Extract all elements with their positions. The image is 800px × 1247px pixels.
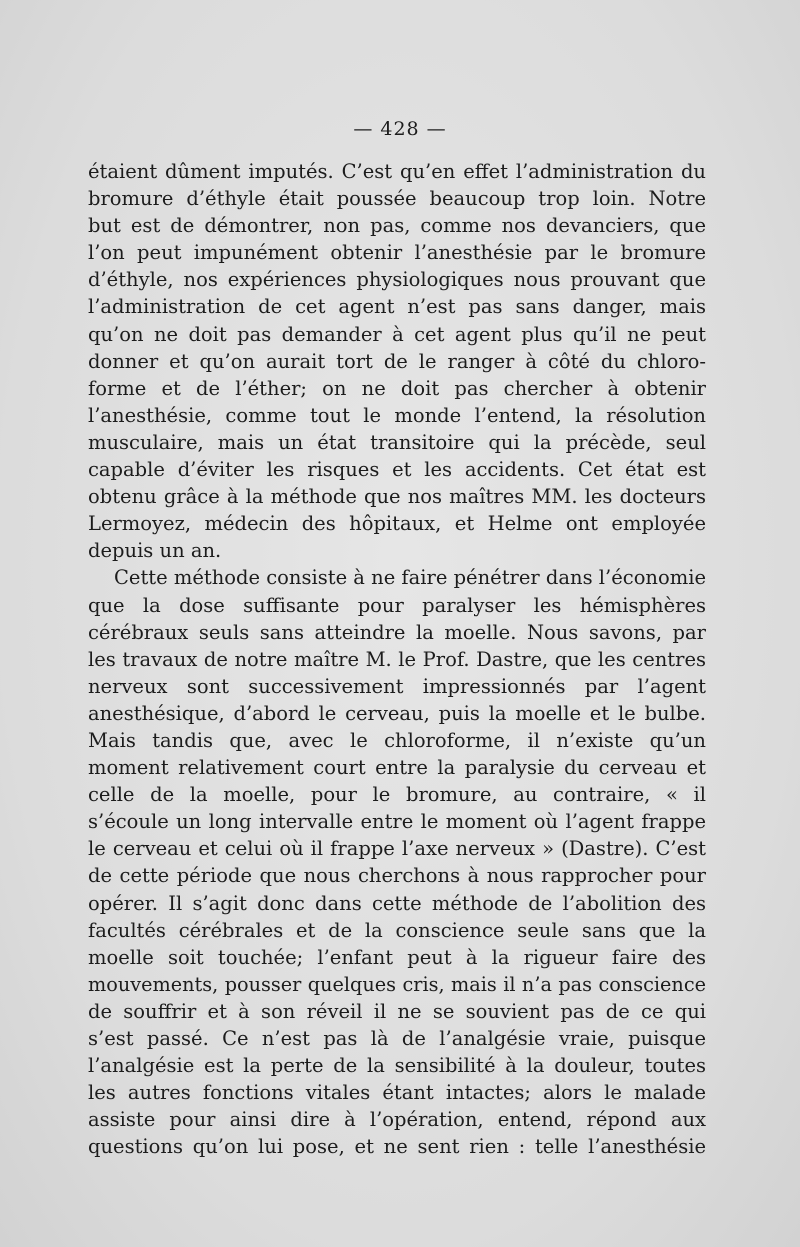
text-line: étaient dûment imputés. C’est qu’en effet l’administration du (88, 160, 706, 183)
text-line: celle de la moelle, pour le bromure, au contraire, « il (88, 783, 706, 807)
text-line: l’administration de cet agent n’est pas sans danger, mais (88, 295, 706, 319)
text-line: facultés cérébrales et de la conscience seule sans que la (88, 918, 706, 942)
text-line: assiste pour ainsi dire à l’opération, entend, répond aux (88, 1108, 706, 1132)
text-line: forme et de l’éther; on ne doit pas chercher à obtenir (88, 376, 706, 400)
text-line: musculaire, mais un état transitoire qui la précède, seul (88, 430, 706, 454)
text-line: qu’on ne doit pas demander à cet agent plus qu’il ne peut (88, 322, 706, 346)
text-line: de souffrir et à son réveil il ne se souvient pas de ce qui (88, 999, 706, 1023)
text-line: les autres fonctions vitales étant intactes; alors le malade (88, 1081, 706, 1105)
text-line: s’écoule un long intervalle entre le moment où l’agent frappe (88, 810, 706, 834)
text-line: anesthésique, d’abord le cerveau, puis la moelle et le bulbe. (88, 701, 706, 725)
text-line: Cette méthode consiste à ne faire pénétrer dans l’économie (114, 566, 706, 590)
text-line: questions qu’on lui pose, et ne sent rien : telle l’anesthésie (88, 1135, 706, 1159)
text-line: depuis un an. (88, 539, 222, 563)
text-line: nerveux sont successivement impressionnés par l’agent (88, 674, 706, 698)
text-line: donner et qu’on aurait tort de le ranger à côté du chloro- (88, 349, 706, 373)
text-line: moment relativement court entre la paralysie du cerveau et (88, 756, 706, 780)
text-line: d’éthyle, nos expériences physiologiques nous prouvant que (88, 268, 706, 292)
text-line: les travaux de notre maître M. le Prof. Dastre, que les centres (88, 647, 706, 671)
text-line: Lermoyez, médecin des hôpitaux, et Helme ont employée (88, 512, 706, 536)
text-line: opérer. Il s’agit donc dans cette méthode de l’abolition des (88, 891, 706, 915)
text-line: Mais tandis que, avec le chloroforme, il n’existe qu’un (88, 728, 706, 752)
page-number: — 428 — (353, 118, 447, 140)
text-line: l’analgésie est la perte de la sensibilité à la douleur, toutes (88, 1054, 706, 1078)
text-line: de cette période que nous cherchons à nous rapprocher pour (88, 864, 706, 888)
body-text (88, 158, 706, 1160)
text-line: cérébraux seuls sans atteindre la moelle. Nous savons, par (88, 620, 706, 644)
text-line: l’anesthésie, comme tout le monde l’entend, la résolution (88, 403, 706, 427)
text-line: mouvements, pousser quelques cris, mais il n’a pas conscience (88, 972, 706, 996)
text-line: but est de démontrer, non pas, comme nos devanciers, que (88, 214, 706, 238)
text-line: que la dose suffisante pour paralyser les hémisphères (88, 593, 706, 617)
text-line: obtenu grâce à la méthode que nos maîtres MM. les docteurs (88, 485, 706, 509)
text-line: l’on peut impunément obtenir l’anesthésie par le bromure (88, 241, 706, 265)
text-line: moelle soit touchée; l’enfant peut à la rigueur faire des (88, 945, 706, 969)
text-line: s’est passé. Ce n’est pas là de l’analgésie vraie, puisque (88, 1027, 706, 1050)
text-line: capable d’éviter les risques et les accidents. Cet état est (88, 458, 706, 482)
text-line: le cerveau et celui où il frappe l’axe nerveux » (Dastre). C’est (88, 837, 706, 861)
text-line: bromure d’éthyle était poussée beaucoup trop loin. Notre (88, 187, 706, 211)
